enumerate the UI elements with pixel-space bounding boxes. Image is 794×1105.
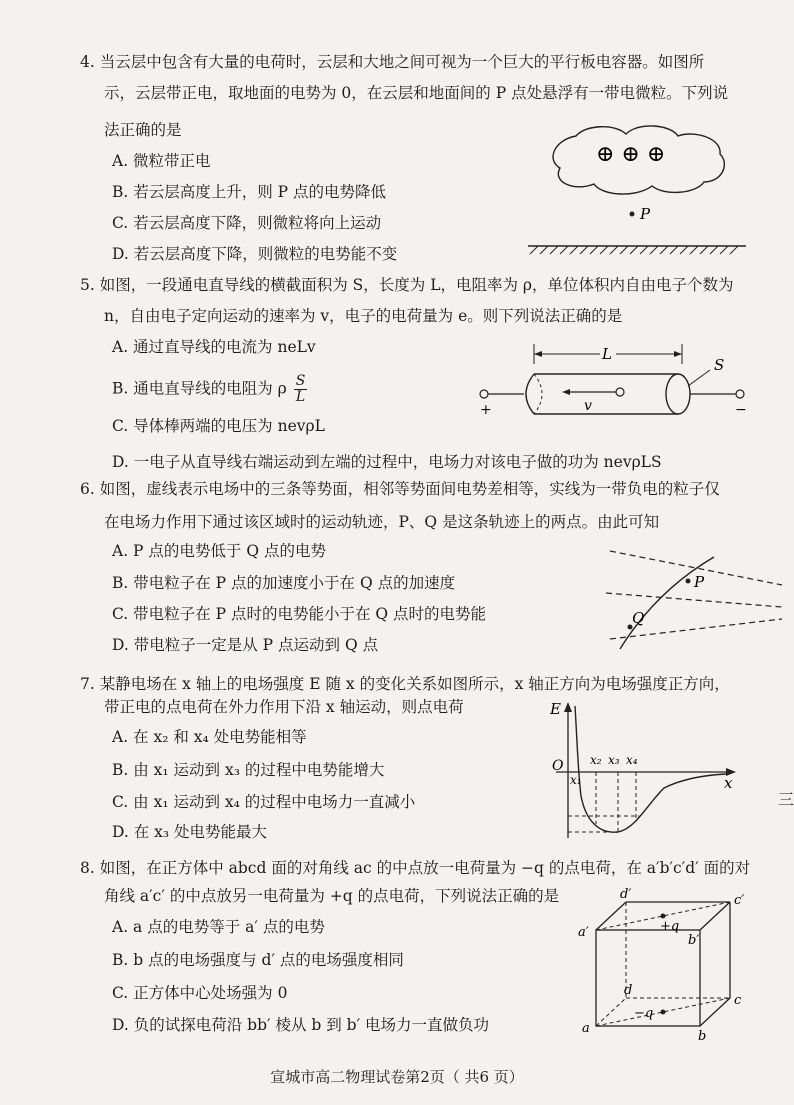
q4-stem-line3: 法正确的是 <box>104 121 182 139</box>
q4-stem-line1: 4. 当云层中包含有大量的电荷时，云层和大地之间可视为一个巨大的平行板电容器。如图所 <box>80 53 705 71</box>
vertex-c-prime: c′ <box>734 893 745 908</box>
q7-option-a: A. 在 x₂ 和 x₄ 处电势能相等 <box>112 728 307 746</box>
q7-option-d: D. 在 x₃ 处电势能最大 <box>112 823 268 841</box>
fraction-denominator: L <box>295 389 306 405</box>
cloud-charges: ⊕ ⊕ ⊕ <box>596 142 666 167</box>
fraction-numerator: S <box>295 373 306 389</box>
q8-stem-line2: 角线 a′c′ 的中点放另一电荷量为 +q 的点电荷，下列说法正确的是 <box>104 887 560 905</box>
length-label: L <box>602 345 612 363</box>
x4-label: x₄ <box>626 753 638 767</box>
q6-option-d: D. 带电粒子一定是从 P 点运动到 Q 点 <box>112 636 379 654</box>
plus-q-label: +q <box>660 919 680 934</box>
q8-stem-line1: 8. 如图，在正方体中 abcd 面的对角线 ac 的中点放一电荷量为 −q 的点电荷，在 a′b′c′d′ 面的对 <box>80 859 751 877</box>
q7-option-c: C. 由 x₁ 运动到 x₄ 的过程中电场力一直减小 <box>112 793 416 811</box>
electron <box>616 388 624 396</box>
q5-option-b-text: B. 通电直导线的电阻为 ρ <box>112 379 287 398</box>
minus-q-charge <box>661 1010 666 1015</box>
vertex-b-prime: b′ <box>688 933 700 948</box>
vertex-d: d <box>624 983 633 998</box>
origin-label: O <box>552 758 564 774</box>
x-axis-label: x <box>724 774 733 792</box>
q8-option-d: D. 负的试探电荷沿 bb′ 棱从 b 到 b′ 电场力一直做负功 <box>112 1016 490 1034</box>
q5-stem-line1: 5. 如图，一段通电直导线的横截面积为 S，长度为 L，电阻率为 ρ，单位体积内自由电子个数为 <box>80 276 734 294</box>
q7-stem-line1: 7. 某静电场在 x 轴上的电场强度 E 随 x 的变化关系如图所示，x 轴正方向为电场强度正方向， <box>80 675 730 693</box>
q6-option-b: B. 带电粒子在 P 点的加速度小于在 Q 点的加速度 <box>112 574 456 592</box>
q4-option-b: B. 若云层高度上升，则 P 点的电势降低 <box>112 183 387 201</box>
point-p-label: P <box>694 573 705 591</box>
vertex-c: c <box>734 993 742 1008</box>
positive-terminal: + <box>480 402 492 418</box>
equipotential-line-2 <box>606 593 782 607</box>
q4-option-c: C. 若云层高度下降，则微粒将向上运动 <box>112 214 382 232</box>
point-q-label: Q <box>632 609 645 627</box>
q5-option-c: C. 导体棒两端的电压为 nevρL <box>112 417 325 435</box>
vertex-d-prime: d′ <box>620 887 632 902</box>
q8-option-b: B. b 点的电场强度与 d′ 点的电场强度相同 <box>112 951 404 969</box>
q5-wire-figure <box>470 336 760 428</box>
page-footer: 宣城市高二物理试卷第2页（ 共6 页） <box>270 1068 524 1086</box>
q5-option-b-fraction <box>294 374 308 405</box>
q8-option-c: C. 正方体中心处场强为 0 <box>112 984 288 1002</box>
q8-option-a: A. a 点的电势等于 a′ 点的电势 <box>112 918 325 936</box>
q6-stem-line1: 6. 如图，虚线表示电场中的三条等势面，相邻等势面间电势差相等，实线为一带负电的粒子仅 <box>80 480 720 498</box>
x1-label: x₁ <box>570 773 582 787</box>
q5-option-a: A. 通过直导线的电流为 neLv <box>112 338 316 356</box>
minus-q-label: −q <box>634 1006 654 1021</box>
q6-equipotential-figure <box>596 543 792 653</box>
q6-option-a: A. P 点的电势低于 Q 点的电势 <box>112 542 326 560</box>
negative-terminal: − <box>735 402 747 418</box>
q4-option-a: A. 微粒带正电 <box>112 152 211 170</box>
q4-cloud-figure <box>524 116 754 258</box>
cross-section-s <box>666 374 690 414</box>
ground-hatch <box>530 246 738 254</box>
x2-label: x₂ <box>590 753 602 767</box>
velocity-label: v <box>584 398 592 414</box>
vertex-a: a <box>582 1021 590 1036</box>
area-label: S <box>714 356 725 374</box>
q7-field-graph <box>548 698 748 840</box>
q4-option-d: D. 若云层高度下降，则微粒的电势能不变 <box>112 245 398 263</box>
plus-q-charge <box>661 914 666 919</box>
vertex-b: b <box>698 1029 707 1042</box>
q5-stem-line2: n，自由电子定向运动的速率为 v，电子的电荷量为 e。则下列说法正确的是 <box>104 307 623 325</box>
q6-stem-line2: 在电场力作用下通过该区域时的运动轨迹，P、Q 是这条轨迹上的两点。由此可知 <box>104 513 660 531</box>
field-curve <box>575 706 726 832</box>
q5-option-b <box>112 374 307 405</box>
q5-option-d: D. 一电子从直导线右端运动到左端的过程中，电场力对该电子做的功为 nevρLS <box>112 453 662 471</box>
q4-stem-line2: 示，云层带正电，取地面的电势为 0，在云层和地面间的 P 点处悬浮有一带电微粒。下列说 <box>104 84 729 102</box>
q7-option-b: B. 由 x₁ 运动到 x₃ 的过程中电势能增大 <box>112 761 385 779</box>
vertex-a-prime: a′ <box>578 925 589 940</box>
point-p-dot <box>686 579 691 584</box>
point-p-label: P <box>640 205 651 223</box>
q8-cube-figure <box>572 886 752 1042</box>
x3-label: x₃ <box>608 753 620 767</box>
point-p-dot <box>630 212 635 217</box>
margin-mark: 三 <box>778 790 794 809</box>
particle-trajectory <box>620 557 714 649</box>
e-axis-label: E <box>550 700 561 718</box>
q6-option-c: C. 带电粒子在 P 点时的电势能小于在 Q 点时的电势能 <box>112 605 487 623</box>
q7-stem-line2: 带正电的点电荷在外力作用下沿 x 轴运动，则点电荷 <box>104 698 464 716</box>
